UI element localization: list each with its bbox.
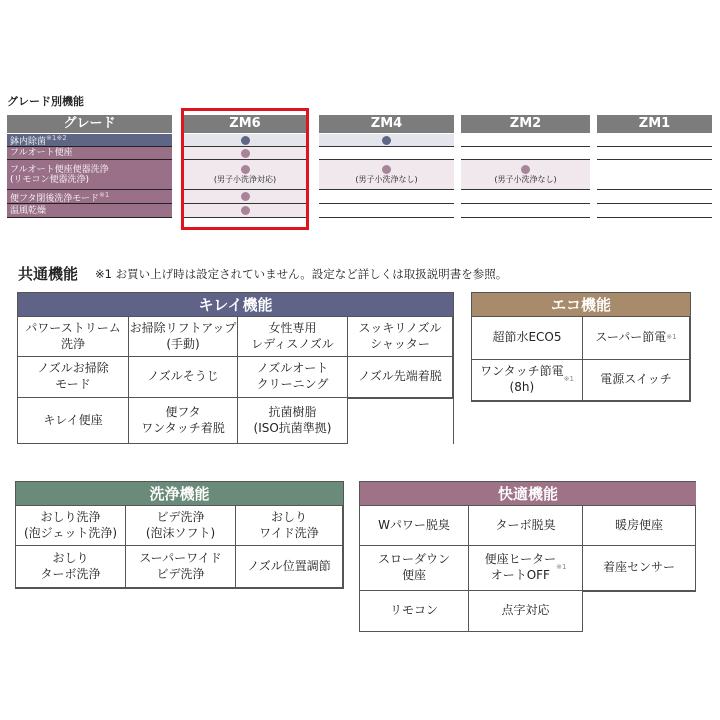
feature-label: スッキリノズル シャッター: [358, 320, 442, 351]
grade-cell: [461, 204, 590, 218]
feature-label: 便座ヒーター オートOFF: [484, 552, 557, 582]
grade-cell: [461, 134, 590, 147]
feature-label: 便フタ ワンタッチ着脱: [141, 404, 225, 435]
feature-label: 電源スイッチ: [600, 372, 672, 387]
grade-row-label: [7, 134, 172, 147]
feature-cell: [18, 357, 129, 398]
feature-cell: [360, 591, 469, 632]
feature-cell: [126, 506, 236, 546]
feature-cell: [236, 546, 343, 588]
feature-cell: [16, 546, 126, 588]
model-header-zm4: ZM4: [319, 115, 454, 133]
feature-label: ノズル先端着脱: [358, 369, 442, 384]
feature-label: スーパーワイド ビデ洗浄: [139, 550, 222, 581]
cell-note: (男子小洗浄対応): [213, 174, 277, 184]
feature-cell: [348, 398, 453, 444]
grade-header-label: グレード: [7, 115, 172, 133]
feature-cell: [16, 506, 126, 546]
grade-cell: [597, 160, 712, 190]
feature-cell: [18, 317, 129, 357]
feature-cell: [238, 398, 348, 444]
cell-note: (男子小洗浄なし): [494, 174, 557, 184]
row-label-text: 鉢内除菌: [10, 137, 47, 147]
feature-label: パワーストリーム 洗浄: [25, 320, 121, 351]
row-label-wrap: [10, 148, 172, 158]
feature-label: 抗菌樹脂 (ISO抗菌準拠): [253, 404, 332, 435]
feature-label: ビデ洗浄 (泡沫ソフト): [145, 509, 216, 540]
feature-label: ターボ脱臭: [495, 517, 556, 532]
feature-cell: [583, 506, 696, 546]
grade-section-title: グレード別機能: [7, 95, 84, 108]
grade-row-label: [7, 147, 172, 160]
feature-label: リモコン: [389, 603, 438, 618]
grade-cell: [319, 147, 454, 160]
feature-label: おしり洗浄 (泡ジェット洗浄): [23, 509, 118, 540]
feature-cell: [348, 357, 453, 398]
footnote-mark: ※1: [666, 333, 677, 342]
model-header-zm6: ZM6: [183, 115, 307, 133]
feature-cell: [238, 317, 348, 357]
grade-row-label: [7, 190, 172, 204]
grade-cell: [597, 134, 712, 147]
cell-note: (男子小洗浄なし): [355, 174, 418, 184]
grade-cell: [461, 147, 590, 160]
feature-cell: [129, 398, 238, 444]
common-title: 共通機能: [18, 265, 79, 283]
comfort-header: 快適機能: [360, 482, 696, 506]
feature-cell: [583, 360, 690, 401]
feature-cell: [129, 317, 238, 357]
kirei-header: キレイ機能: [18, 293, 453, 317]
footnote-mark: ※1※2: [46, 134, 67, 142]
row-label-text: フルオート便座便器洗浄 (リモコン便器洗浄): [10, 164, 109, 185]
footnote-mark: ※1: [563, 375, 574, 384]
feature-cell: [469, 506, 583, 546]
feature-cell: [472, 317, 583, 360]
grade-cell: [461, 190, 590, 204]
feature-label: 着座センサー: [602, 560, 675, 575]
footnote-mark: ※1: [99, 190, 110, 199]
row-label-wrap: [10, 190, 172, 204]
feature-label: スローダウン 便座: [377, 552, 450, 582]
model-header-zm2: ZM2: [461, 115, 590, 133]
feature-label: ノズルそうじ: [147, 369, 219, 384]
feature-cell: [583, 546, 696, 591]
feature-cell: [472, 360, 583, 401]
grade-row-label: [7, 204, 172, 218]
availability-dot-icon: [521, 165, 530, 174]
feature-label: キレイ便座: [43, 412, 103, 427]
feature-cell: [238, 357, 348, 398]
row-label-wrap: [10, 206, 172, 216]
feature-cell: [583, 317, 690, 360]
feature-label: お掃除リフトアップ (手動): [129, 320, 237, 351]
feature-label: ワンタッチ節電 (8h): [480, 364, 564, 394]
feature-cell: [469, 591, 583, 632]
feature-cell: [360, 546, 469, 591]
feature-label: ノズルお掃除 モード: [37, 361, 109, 391]
grade-cell: [461, 160, 590, 190]
feature-label: おしり ターボ洗浄: [40, 550, 101, 581]
grade-row-label: [7, 160, 172, 190]
grade-cell: [319, 190, 454, 204]
wash-header: 洗浄機能: [16, 482, 343, 506]
feature-label: 暖房便座: [614, 517, 663, 532]
eco-table: [471, 292, 691, 402]
feature-cell: [360, 506, 469, 546]
row-label-wrap: [10, 133, 172, 147]
feature-label: スーパー節電: [595, 330, 667, 345]
grade-cell: [597, 204, 712, 218]
grade-cell: [597, 147, 712, 160]
feature-cell: [348, 317, 453, 357]
highlight-box: [181, 108, 309, 230]
availability-dot-icon: [382, 136, 391, 145]
feature-cell: [469, 546, 583, 591]
row-label-text: フルオート便座: [10, 148, 73, 158]
grade-cell: [319, 204, 454, 218]
empty-cell: [583, 591, 696, 632]
grade-cell: [319, 160, 454, 190]
feature-label: ノズル位置調節: [247, 558, 331, 573]
feature-label: ノズルオート クリーニング: [256, 361, 329, 391]
feature-label: おしり ワイド洗浄: [259, 509, 319, 540]
wash-table: [15, 481, 344, 589]
feature-label: 女性専用 レディスノズル: [251, 320, 334, 351]
row-label-text: 温風乾燥: [10, 205, 47, 216]
feature-cell: [129, 357, 238, 398]
feature-cell: [236, 506, 343, 546]
footnote-mark: ※1: [556, 563, 567, 572]
feature-label: 超節水ECO5: [492, 330, 562, 345]
feature-label: Wパワー脱臭: [378, 517, 450, 532]
feature-cell: [126, 546, 236, 588]
row-label-wrap: [10, 165, 172, 185]
model-header-zm1: ZM1: [597, 115, 712, 133]
kirei-table: [17, 292, 454, 444]
grade-cell: [319, 134, 454, 147]
eco-header: エコ機能: [472, 293, 690, 317]
common-note: ※1 お買い上げ時は設定されていません。設定など詳しくは取扱説明書を参照。: [95, 267, 508, 281]
comfort-table: [359, 481, 696, 632]
row-label-text: 便フタ閉後洗浄モード: [10, 193, 100, 204]
grade-cell: [597, 190, 712, 204]
availability-dot-icon: [382, 165, 391, 174]
feature-label: 点字対応: [501, 603, 550, 618]
feature-cell: [18, 398, 129, 444]
